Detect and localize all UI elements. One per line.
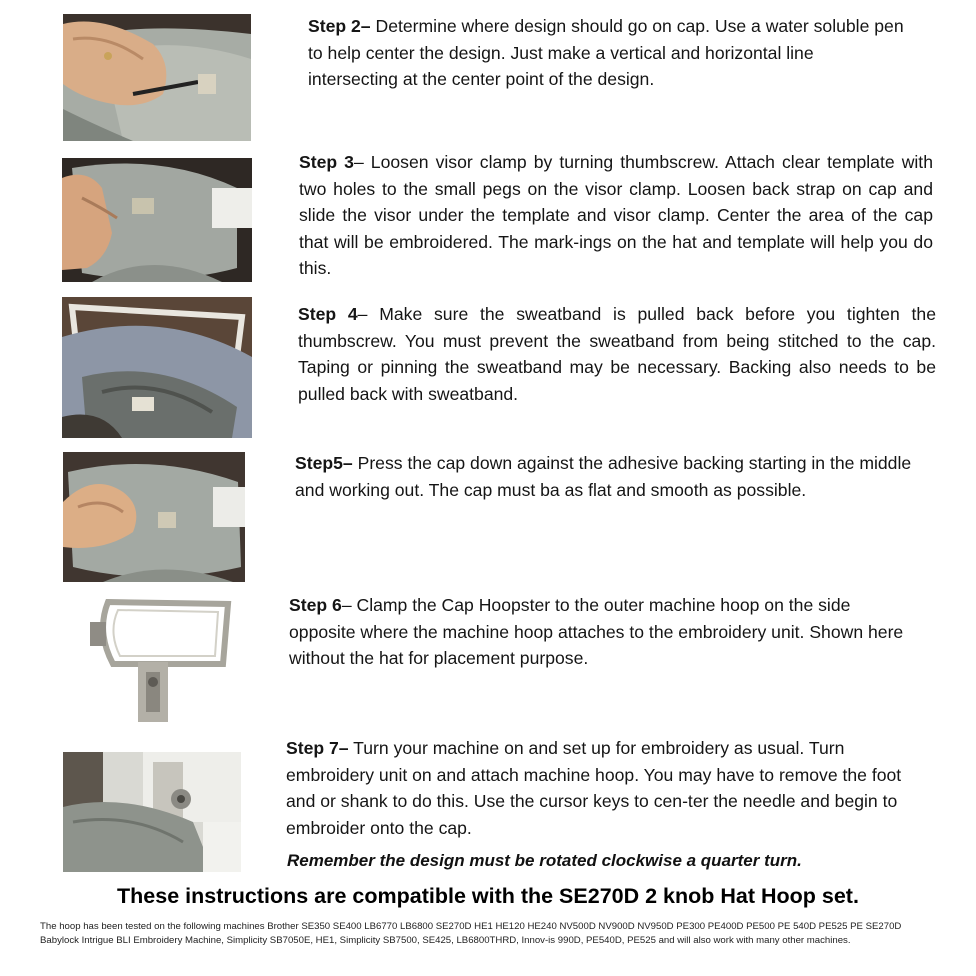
step-2-label: Step 2– bbox=[308, 16, 371, 36]
step-5-photo bbox=[63, 452, 245, 582]
step-4-body: – Make sure the sweatband is pulled back before you tighten the thumbscrew. You must prevent the sweatband from being stitched to the cap. Taping or pinning the sweatband may be necessary. Backing also needs to be pulled back with sweatband. bbox=[298, 304, 936, 404]
compatibility-heading: These instructions are compatible with the SE270D 2 knob Hat Hoop set. bbox=[117, 884, 859, 908]
step-4-text bbox=[298, 301, 936, 407]
step-6-label: Step 6 bbox=[289, 595, 342, 615]
rotation-reminder: Remember the design must be rotated clockwise a quarter turn. bbox=[287, 851, 802, 870]
step-6-body: – Clamp the Cap Hoopster to the outer machine hoop on the side opposite where the machine hoop attaches to the embroidery unit. Shown here without the hat for placement purpose. bbox=[289, 595, 904, 668]
step-5-body: Press the cap down against the adhesive backing starting in the middle and working out. The cap must ba as flat and smooth as possible. bbox=[295, 453, 912, 500]
step-3-label: Step 3 bbox=[299, 152, 354, 172]
tested-machines-note: The hoop has been tested on the following machines Brother SE350 SE400 LB6770 LB6800 SE270D HE1 HE120 HE240 NV500D NV900D NV950D PE300 PE400D PE500 PE 540D PE525 PE SE270D Babylock Intrigue BLI Embroidery Machine, Simplicity SB7050E, HE1, Simplicity SB7500, SE425, LB6800THRD, Innov-is 990D, PE540D, PE525 and will also work with many other machines. bbox=[40, 921, 902, 946]
step-7-body: Turn your machine on and set up for embroidery as usual. Turn embroidery unit on and attach machine hoop. You may have to remove the foot and or shank to do this. Use the cursor keys to cen-ter the needle and begin to embroider onto the cap. bbox=[286, 738, 902, 838]
step-5-label: Step5– bbox=[295, 453, 353, 473]
step-2-text bbox=[308, 13, 908, 93]
step-6-text bbox=[289, 592, 907, 672]
step-2-body: Determine where design should go on cap. Use a water soluble pen to help center the design. Just make a vertical and horizontal line intersecting at the center point of the design. bbox=[308, 16, 904, 89]
step-5-text bbox=[295, 450, 931, 503]
step-3-body: – Loosen visor clamp by turning thumbscrew. Attach clear template with two holes to the small pegs on the visor clamp. Loosen back strap on cap and slide the visor under the template and visor clamp. Center the area of the cap that will be embroidered. The mark-ings on the hat and template will help you do this. bbox=[299, 152, 933, 278]
step-3-text bbox=[299, 149, 933, 282]
step-7-label: Step 7– bbox=[286, 738, 349, 758]
step-6-photo bbox=[88, 592, 238, 722]
step-7-photo bbox=[63, 752, 241, 872]
step-4-photo bbox=[62, 297, 252, 438]
step-3-photo bbox=[62, 158, 252, 282]
step-2-photo bbox=[63, 14, 251, 141]
step-4-label: Step 4 bbox=[298, 304, 358, 324]
step-7-text bbox=[286, 735, 916, 841]
